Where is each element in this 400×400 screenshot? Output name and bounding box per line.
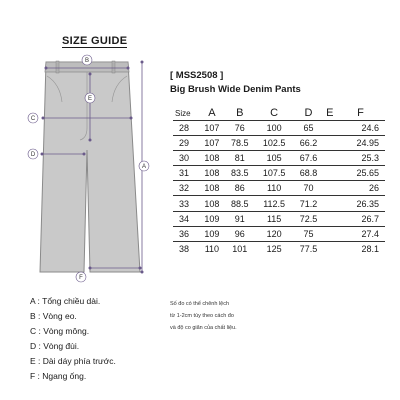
dimension-label-d: D — [30, 152, 36, 158]
measurement-cell: 107.5 — [255, 166, 294, 181]
size-row — [173, 196, 385, 211]
pants-diagram — [0, 0, 170, 300]
measurement-cell: 88.5 — [225, 196, 255, 211]
measurement-cell: 83.5 — [225, 166, 255, 181]
measurement-cell: 109 — [199, 226, 225, 241]
measurement-cell — [323, 181, 336, 196]
size-row — [173, 211, 385, 226]
size-header: Size — [175, 108, 191, 118]
measurement-cell — [323, 121, 336, 136]
measurement-cell — [323, 211, 336, 226]
size-table — [173, 106, 385, 256]
measurement-cell: 110 — [199, 241, 225, 256]
measurement-cell: 66.2 — [293, 136, 323, 151]
column-header-a: A — [208, 107, 216, 119]
measurement-cell: 107 — [199, 121, 225, 136]
note-line: Số đo có thể chênh lệch — [170, 301, 230, 307]
dimension-label-f: F — [79, 275, 83, 281]
dimension-label-c: C — [30, 116, 36, 122]
size-cell: 31 — [173, 166, 199, 181]
size-row — [173, 151, 385, 166]
legend-item-d: D : Vòng đùi. — [30, 341, 80, 351]
measurement-cell: 26.35 — [336, 196, 385, 211]
measurement-cell: 112.5 — [255, 196, 294, 211]
measurement-cell: 24.95 — [336, 136, 385, 151]
size-row — [173, 166, 385, 181]
measurement-cell: 27.4 — [336, 226, 385, 241]
product-name: Big Brush Wide Denim Pants — [170, 84, 301, 95]
measurement-cell: 105 — [255, 151, 294, 166]
size-cell: 34 — [173, 211, 199, 226]
measurement-cell: 71.2 — [293, 196, 323, 211]
measurement-cell — [323, 226, 336, 241]
measurement-cell: 70 — [293, 181, 323, 196]
size-row — [173, 121, 385, 136]
measurement-cell: 109 — [199, 211, 225, 226]
size-guide-title: SIZE GUIDE — [62, 35, 128, 47]
note-line: và độ co giãn của chất liệu. — [170, 325, 237, 331]
measurement-cell: 77.5 — [293, 241, 323, 256]
measurement-cell: 110 — [255, 181, 294, 196]
measurement-cell: 26 — [336, 181, 385, 196]
note-line: từ 1-2cm tùy theo cách đo — [170, 313, 234, 319]
size-cell: 38 — [173, 241, 199, 256]
size-row — [173, 181, 385, 196]
legend-item-e: E : Dài dáy phía trước. — [30, 356, 116, 366]
measurement-cell: 28.1 — [336, 241, 385, 256]
column-header-b: B — [236, 107, 244, 119]
measurement-cell: 96 — [225, 226, 255, 241]
dimension-label-a: A — [141, 164, 147, 170]
product-sku: [ MSS2508 ] — [170, 70, 224, 81]
column-header-c: C — [270, 107, 279, 119]
measurement-cell: 125 — [255, 241, 294, 256]
size-row — [173, 241, 385, 256]
measurement-cell: 65 — [293, 121, 323, 136]
measurement-cell: 86 — [225, 181, 255, 196]
size-cell: 28 — [173, 121, 199, 136]
column-header-d: D — [304, 107, 313, 119]
legend-item-b: B : Vòng eo. — [30, 311, 77, 321]
size-row — [173, 136, 385, 151]
measurement-cell — [323, 196, 336, 211]
measurement-cell: 100 — [255, 121, 294, 136]
measurement-cell: 25.65 — [336, 166, 385, 181]
dimension-label-b: B — [84, 58, 90, 64]
column-header-e: E — [326, 107, 334, 119]
legend-item-f: F : Ngang ống. — [30, 371, 87, 381]
measurement-cell: 81 — [225, 151, 255, 166]
measurement-cell: 115 — [255, 211, 294, 226]
size-cell: 29 — [173, 136, 199, 151]
measurement-cell: 107 — [199, 136, 225, 151]
measurement-cell: 68.8 — [293, 166, 323, 181]
measurement-cell — [323, 151, 336, 166]
size-table-header-row — [173, 106, 385, 121]
measurement-cell — [323, 166, 336, 181]
size-cell: 32 — [173, 181, 199, 196]
measurement-note — [170, 298, 237, 334]
measurement-cell: 26.7 — [336, 211, 385, 226]
measurement-cell: 25.3 — [336, 151, 385, 166]
measurement-cell: 108 — [199, 166, 225, 181]
size-cell: 33 — [173, 196, 199, 211]
measurement-cell: 78.5 — [225, 136, 255, 151]
belt-loop — [56, 61, 59, 73]
measurement-cell: 108 — [199, 151, 225, 166]
measurement-cell: 91 — [225, 211, 255, 226]
size-row — [173, 226, 385, 241]
measurement-cell: 67.6 — [293, 151, 323, 166]
column-header-f: F — [357, 107, 364, 119]
measurement-cell: 108 — [199, 196, 225, 211]
measurement-cell: 75 — [293, 226, 323, 241]
size-cell: 30 — [173, 151, 199, 166]
measurement-cell: 108 — [199, 181, 225, 196]
measurement-cell: 24.6 — [336, 121, 385, 136]
measurement-cell: 102.5 — [255, 136, 294, 151]
measurement-legend — [30, 294, 116, 384]
legend-item-a: A : Tổng chiều dài. — [30, 296, 101, 306]
measurement-cell — [323, 136, 336, 151]
legend-item-c: C : Vòng mông. — [30, 326, 90, 336]
belt-loop — [112, 61, 115, 73]
measurement-cell: 120 — [255, 226, 294, 241]
measurement-cell: 76 — [225, 121, 255, 136]
dimension-label-e: E — [87, 96, 93, 102]
measurement-cell: 101 — [225, 241, 255, 256]
size-cell: 36 — [173, 226, 199, 241]
measurement-cell: 72.5 — [293, 211, 323, 226]
measurement-cell — [323, 241, 336, 256]
